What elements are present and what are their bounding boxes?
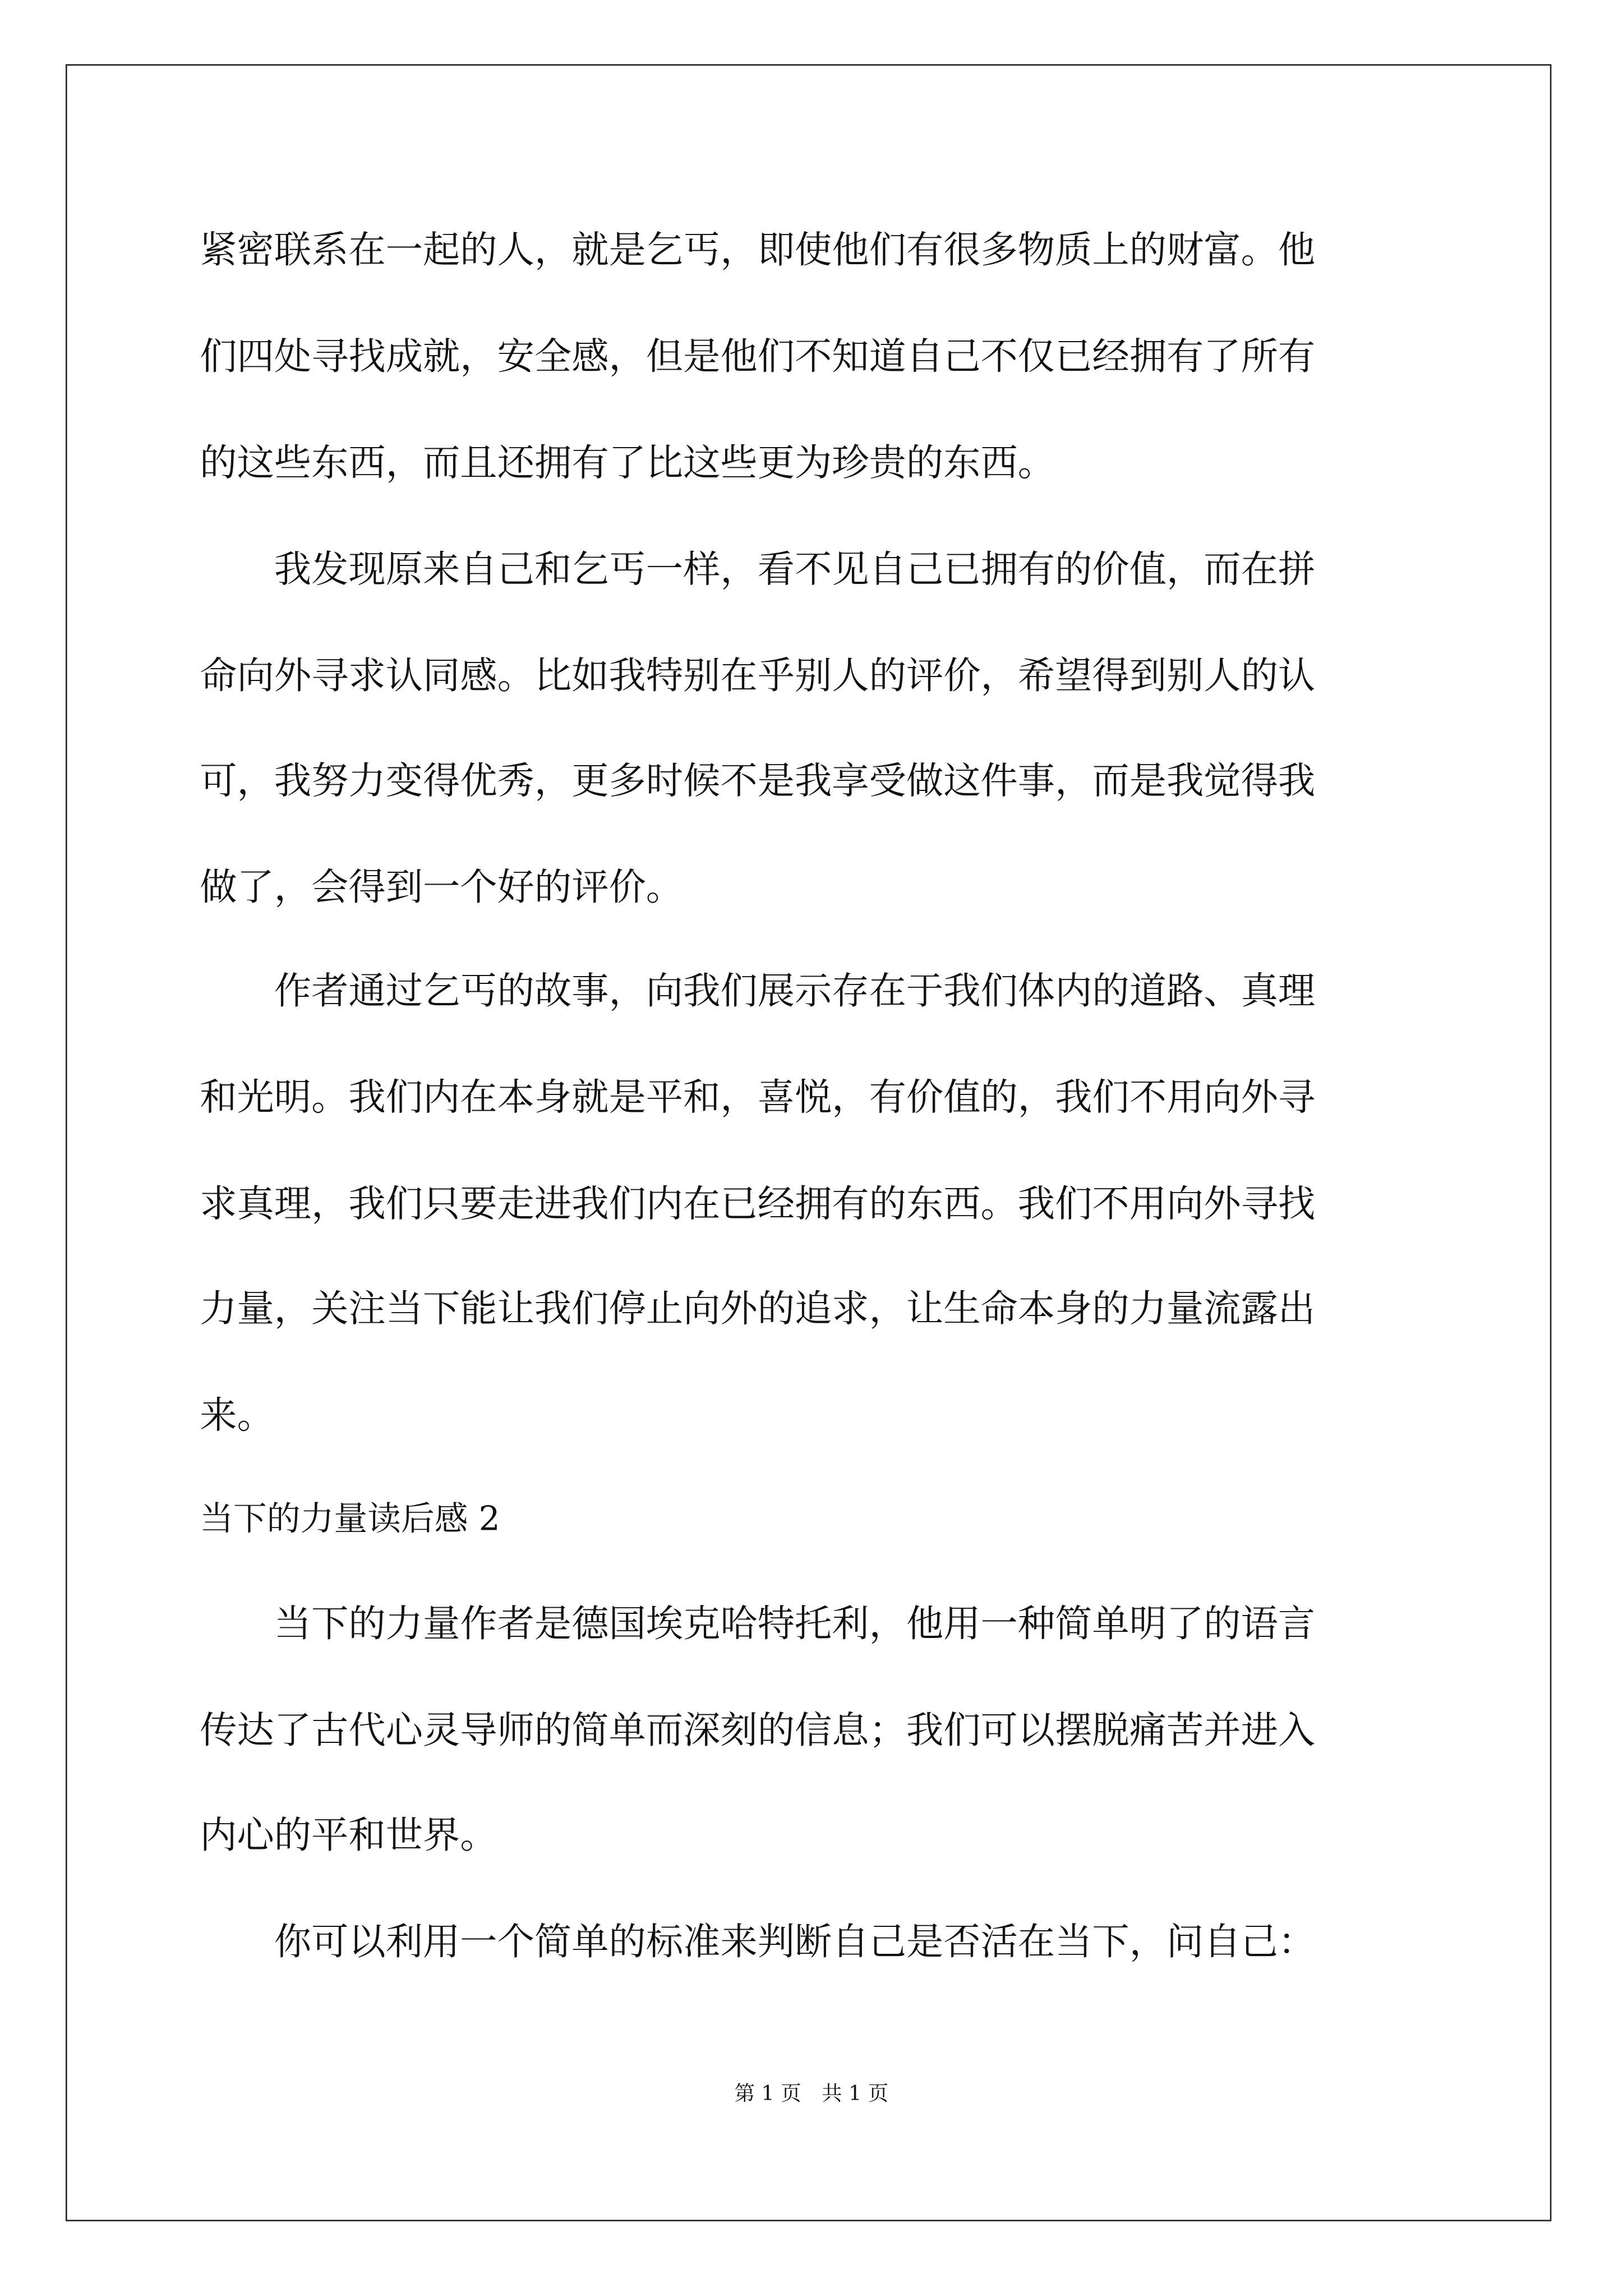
body-line-9: 和光明。我们内在本身就是平和，喜悦，有价值的，我们不用向外寻 <box>200 1076 1316 1120</box>
body-line-1: 紧密联系在一起的人，就是乞丐，即使他们有很多物质上的财富。他 <box>200 229 1316 273</box>
body-line-3: 的这些东西，而且还拥有了比这些更为珍贵的东西。 <box>200 441 1055 486</box>
section-heading: 当下的力量读后感 2 <box>200 1501 500 1539</box>
body-line-2: 们四处寻找成就，安全感，但是他们不知道自己不仅已经拥有了所有 <box>200 335 1316 379</box>
body-line-7: 做了，会得到一个好的评价。 <box>200 866 684 910</box>
body-line-4: 我发现原来自己和乞丐一样，看不见自己已拥有的价值，而在拼 <box>200 548 1316 592</box>
page-number-footer: 第 1 页 共 1 页 <box>734 2082 889 2106</box>
body-line-15: 内心的平和世界。 <box>200 1814 497 1858</box>
body-line-10: 求真理，我们只要走进我们内在已经拥有的东西。我们不用向外寻找 <box>200 1182 1316 1227</box>
body-line-11: 力量，关注当下能让我们停止向外的追求，让生命本身的力量流露出 <box>200 1287 1316 1332</box>
page-border <box>66 64 1551 2221</box>
body-line-13: 当下的力量作者是德国埃克哈特托利，他用一种简单明了的语言 <box>200 1603 1316 1647</box>
body-line-12: 来。 <box>200 1394 274 1438</box>
body-line-5: 命向外寻求认同感。比如我特别在乎别人的评价，希望得到别人的认 <box>200 655 1316 699</box>
body-line-16: 你可以利用一个简单的标准来判断自己是否活在当下，问自己： <box>200 1921 1316 1965</box>
body-line-8: 作者通过乞丐的故事，向我们展示存在于我们体内的道路、真理 <box>200 969 1316 1014</box>
body-line-6: 可，我努力变得优秀，更多时候不是我享受做这件事，而是我觉得我 <box>200 760 1316 804</box>
body-line-14: 传达了古代心灵导师的简单而深刻的信息；我们可以摆脱痛苦并进入 <box>200 1709 1316 1754</box>
